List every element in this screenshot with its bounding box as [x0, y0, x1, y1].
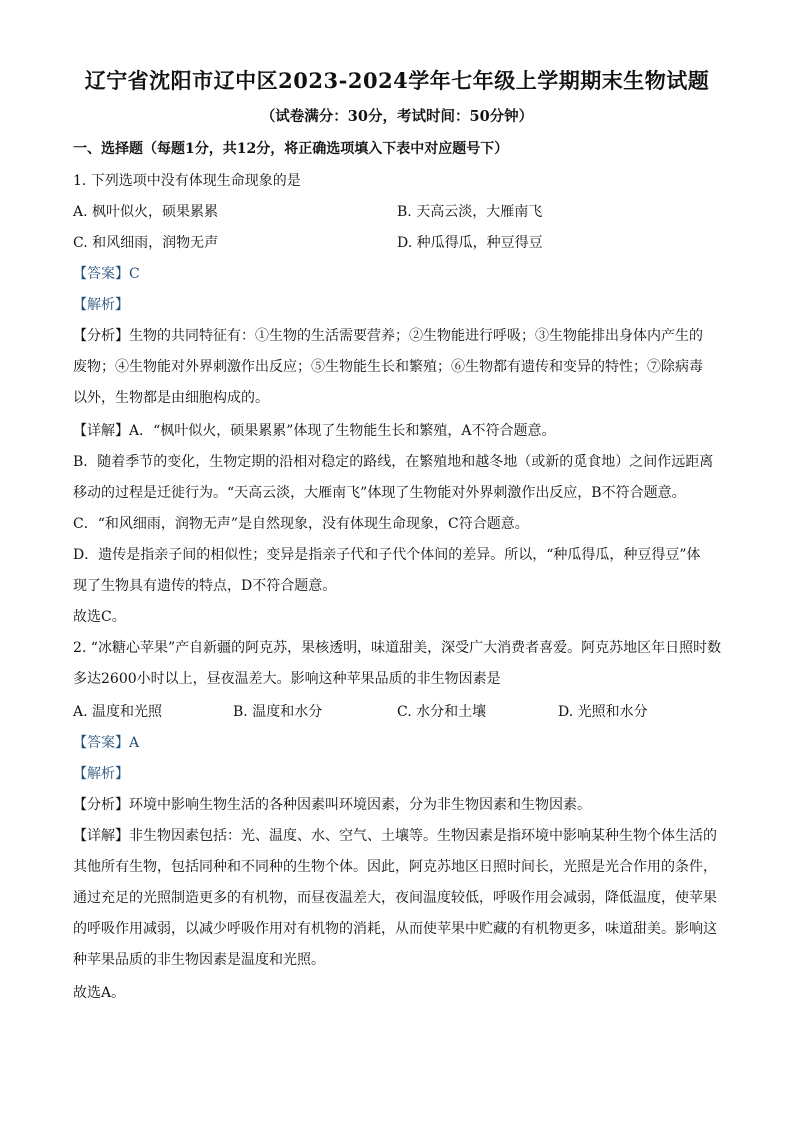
- question-1-detail-line: C．“和风细雨，润物无声”是自然现象，没有体现生命现象，C符合题意。: [73, 516, 529, 532]
- question-1-analysis-line: 以外，生物都是由细胞构成的。: [73, 390, 269, 406]
- question-2-stem-line: 2. “冰糖心苹果”产自新疆的阿克苏，果核透明，味道甜美，深受广大消费者喜爱。阿克苏地区年日照时数: [73, 640, 722, 656]
- question-2-detail-line: 通过充足的光照制造更多的有机物，而昼夜温差大，夜间温度较低，呼吸作用会减弱，降低温度，使苹果: [73, 890, 717, 906]
- question-2-detail-line: 种苹果品质的非生物因素是温度和光照。: [73, 952, 325, 968]
- question-1-analysis-line: 废物；④生物能对外界刺激作出反应；⑤生物能生长和繁殖；⑥生物都有遗传和变异的特性；⑦除病毒: [73, 359, 703, 375]
- question-1-answer: 【答案】C: [73, 266, 140, 282]
- question-1-detail-line: D．遗传是指亲子间的相似性；变异是指亲子代和子代个体间的差异。所以，“种瓜得瓜，种豆得豆”体: [73, 547, 701, 563]
- question-1-option-a: A. 枫叶似火，硕果累累: [73, 204, 219, 220]
- question-2-analysis-tag: 【解析】: [73, 766, 129, 782]
- question-1-detail-line: B．随着季节的变化，生物定期的沿相对稳定的路线，在繁殖地和越冬地（或新的觅食地）之间作远距离: [73, 454, 714, 470]
- question-2-detail-line: 的呼吸作用减弱，以减少呼吸作用对有机物的消耗，从而使苹果中贮藏的有机物更多，味道甜美。影响这: [73, 921, 717, 937]
- question-2-conclusion: 故选A。: [73, 985, 126, 1001]
- question-2-option-d: D. 光照和水分: [558, 704, 648, 720]
- question-1-detail-line: 现了生物具有遗传的特点，D不符合题意。: [73, 578, 337, 594]
- question-1-conclusion: 故选C。: [73, 609, 126, 625]
- question-2-answer: 【答案】A: [73, 735, 140, 751]
- question-1-option-b: B. 天高云淡，大雁南飞: [397, 204, 543, 220]
- question-1-detail-line: 移动的过程是迁徙行为。“天高云淡，大雁南飞”体现了生物能对外界刺激作出反应，B不符合题意。: [73, 485, 686, 501]
- question-2-option-c: C. 水分和土壤: [397, 704, 487, 720]
- question-1-option-d: D. 种瓜得瓜，种豆得豆: [397, 235, 543, 251]
- page-subtitle: （试卷满分：30分，考试时间：50分钟）: [260, 108, 534, 125]
- question-1-detail-line: 【详解】A．“枫叶似火，硕果累累”体现了生物能生长和繁殖，A不符合题意。: [73, 423, 556, 439]
- question-2-option-b: B. 温度和水分: [233, 704, 323, 720]
- question-1-analysis-line: 【分析】生物的共同特征有：①生物的生活需要营养；②生物能进行呼吸；③生物能排出身体内产生的: [73, 328, 703, 344]
- page-title: 辽宁省沈阳市辽中区2023-2024学年七年级上学期期末生物试题: [84, 68, 710, 93]
- question-2-detail-line: 【详解】非生物因素包括：光、温度、水、空气、土壤等。生物因素是指环境中影响某种生物个体生活的: [73, 828, 717, 844]
- section-heading: 一、选择题（每题1分，共12分，将正确选项填入下表中对应题号下）: [73, 141, 509, 157]
- question-2-detail-line: 其他所有生物，包括同种和不同种的生物个体。因此，阿克苏地区日照时间长，光照是光合作用的条件，: [73, 859, 717, 875]
- question-2-analysis-line: 【分析】环境中影响生物生活的各种因素叫环境因素，分为非生物因素和生物因素。: [73, 797, 591, 813]
- question-1-option-c: C. 和风细雨，润物无声: [73, 235, 219, 251]
- question-2-option-a: A. 温度和光照: [73, 704, 163, 720]
- question-2-stem-line: 多达2600小时以上，昼夜温差大。影响这种苹果品质的非生物因素是: [73, 671, 501, 687]
- question-1-stem: 1. 下列选项中没有体现生命现象的是: [73, 173, 301, 189]
- question-1-analysis-tag: 【解析】: [73, 297, 129, 313]
